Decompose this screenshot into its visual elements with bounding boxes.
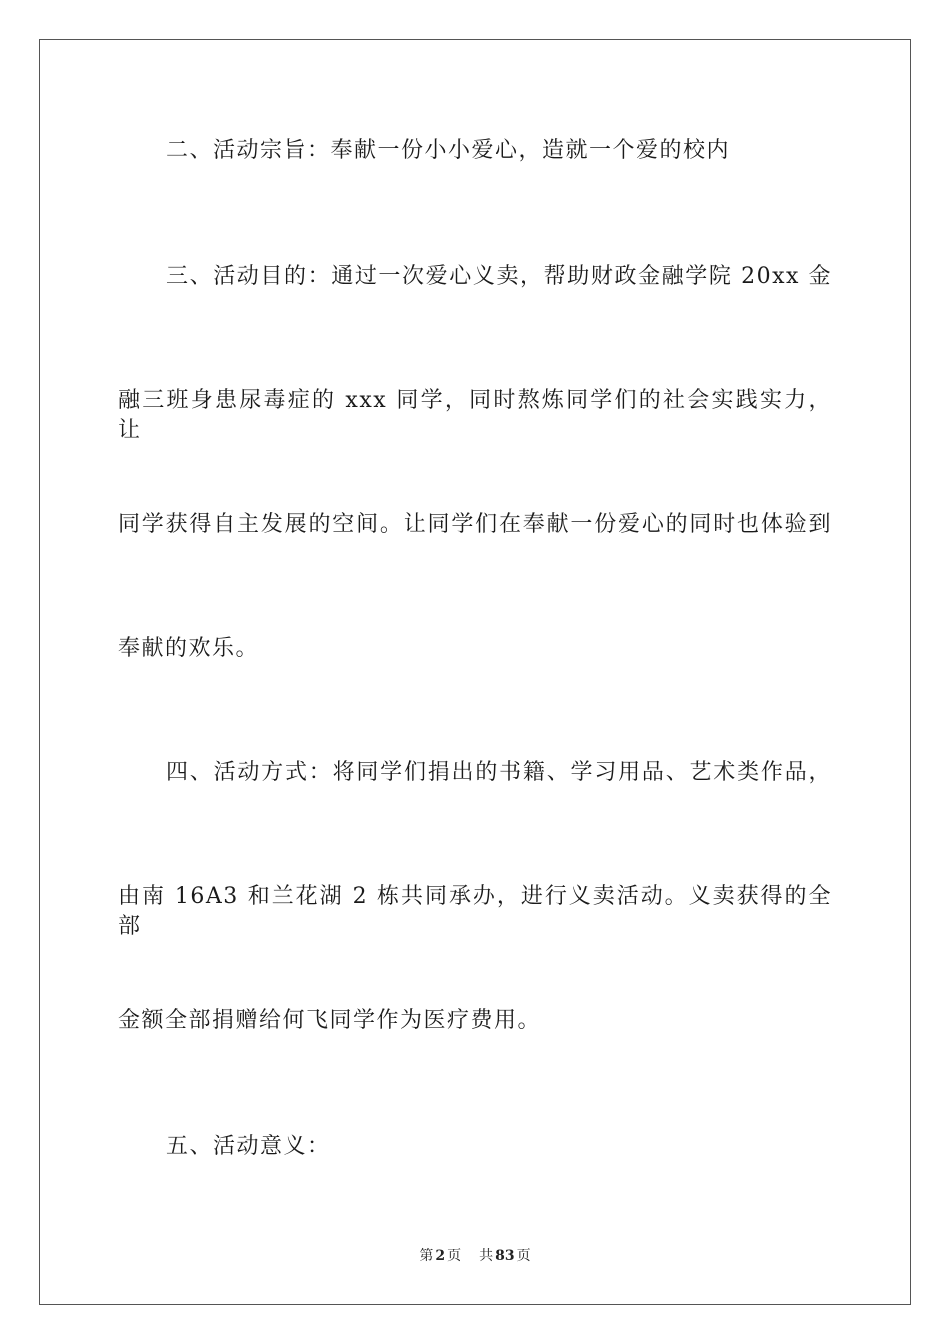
- paragraph-line-goal-1: 三、活动目的：通过一次爱心义卖，帮助财政金融学院 20xx 金: [166, 264, 832, 289]
- paragraph-line-method-3: 金额全部捐赠给何飞同学作为医疗费用。: [118, 1008, 542, 1033]
- paragraph-line-significance: 五、活动意义：: [166, 1134, 331, 1159]
- paragraph-line-purpose: 二、活动宗旨：奉献一份小小爱心，造就一个爱的校内: [166, 138, 731, 163]
- paragraph-line-goal-3: 同学获得自主发展的空间。让同学们在奉献一份爱心的同时也体验到: [118, 512, 832, 537]
- page-border: [39, 39, 911, 1305]
- paragraph-line-method-2: 由南 16A3 和兰花湖 2 栋共同承办，进行义卖活动。义卖获得的全部: [118, 884, 832, 939]
- footer-current-page: 2: [435, 1248, 446, 1264]
- footer-total-pages: 83: [495, 1248, 515, 1264]
- footer-page-prefix: 第: [419, 1248, 434, 1264]
- paragraph-line-method-1: 四、活动方式：将同学们捐出的书籍、学习用品、艺术类作品，: [166, 760, 832, 785]
- page-footer: [0, 1246, 950, 1266]
- paragraph-line-goal-2: 融三班身患尿毒症的 xxx 同学，同时熬炼同学们的社会实践实力，让: [118, 388, 832, 443]
- paragraph-line-goal-4: 奉献的欢乐。: [118, 636, 260, 661]
- footer-total-prefix: 共: [479, 1248, 494, 1264]
- footer-page-suffix: 页: [447, 1248, 462, 1264]
- footer-total-suffix: 页: [516, 1248, 531, 1264]
